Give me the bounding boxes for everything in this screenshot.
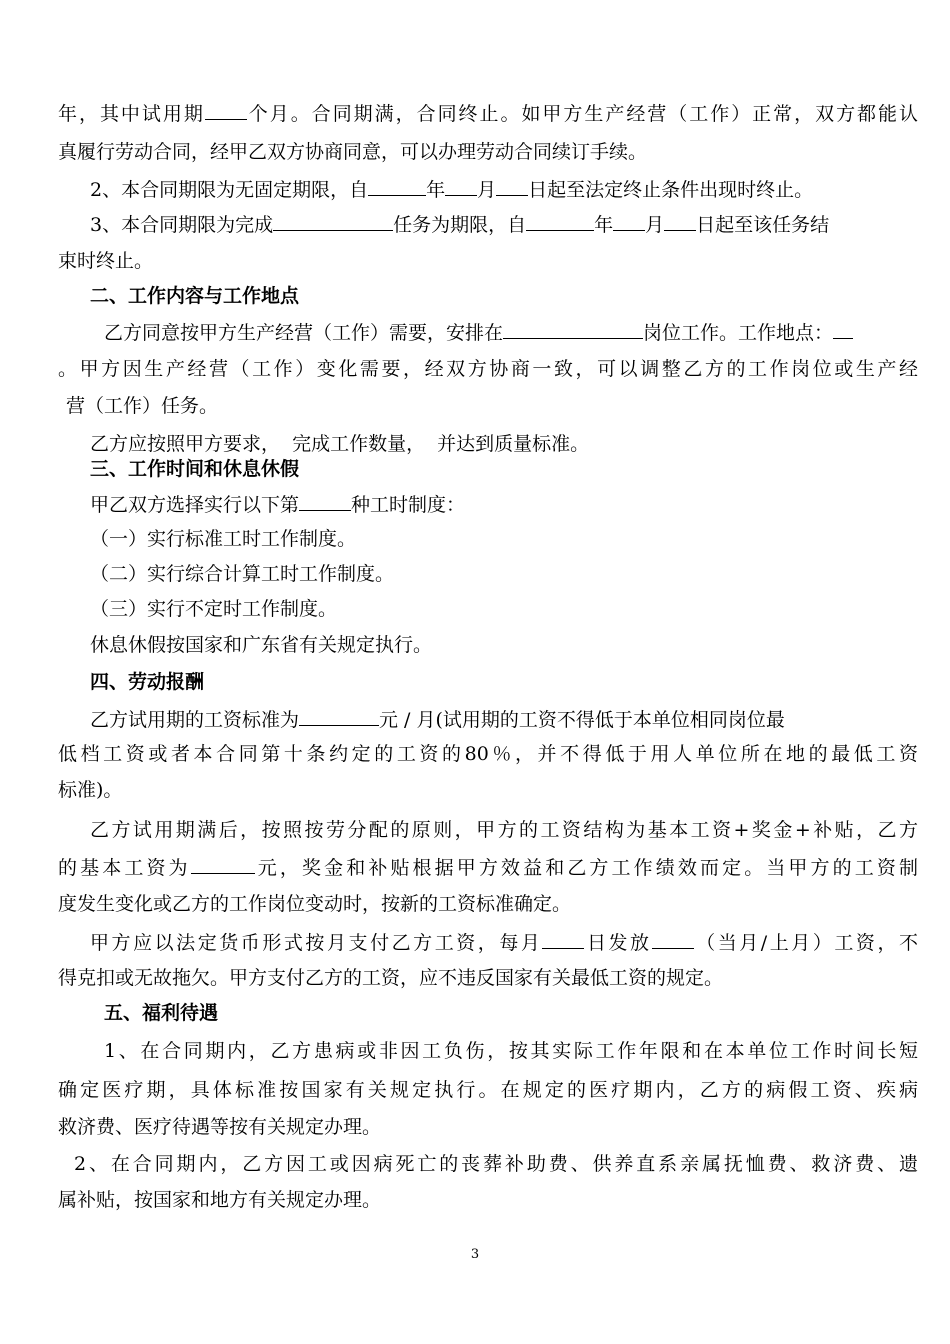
text-line: （一）实行标准工时工作制度。 [90, 528, 357, 550]
text-line: 乙方应按照甲方要求， 完成工作数量， 并达到质量标准。 [90, 433, 590, 455]
text-line: 乙方同意按甲方生产经营（工作）需要，安排在 岗位工作。工作地点： [104, 320, 918, 345]
section-heading: 五、福利待遇 [104, 1002, 219, 1024]
blank-field[interactable] [664, 212, 696, 231]
blank-field[interactable] [613, 212, 645, 231]
blank-field[interactable] [205, 101, 247, 120]
text-line: 度发生变化或乙方的工作岗位变动时，按新的工资标准确定。 [58, 893, 572, 915]
section-heading: 二、工作内容与工作地点 [90, 285, 300, 307]
text-line: 的基本工资为 元，奖金和补贴根据甲方效益和乙方工作绩效而定。当甲方的工资制 [58, 857, 918, 879]
text-line: 甲方应以法定货币形式按月支付乙方工资，每月 日发放 （当月/上月）工资，不 [90, 932, 918, 954]
section-heading: 四、劳动报酬 [90, 671, 205, 693]
blank-field[interactable] [368, 177, 426, 196]
text-line: 乙方试用期满后，按照按劳分配的原则，甲方的工资结构为基本工资+奖金+补贴，乙方 [90, 819, 918, 841]
text-line: 甲乙双方选择实行以下第 种工时制度： [90, 494, 466, 516]
blank-field[interactable] [496, 177, 528, 196]
blank-field[interactable] [503, 320, 643, 339]
text-line: 属补贴，按国家和地方有关规定办理。 [58, 1189, 382, 1211]
text-line: 低档工资或者本合同第十条约定的工资的80％，并不得低于用人单位所在地的最低工资 [58, 743, 918, 765]
text-line: 束时终止。 [58, 250, 154, 272]
blank-field[interactable] [299, 492, 351, 511]
text-line: 真履行劳动合同，经甲乙双方协商同意，可以办理劳动合同续订手续。 [58, 141, 648, 163]
text-line: 3、本合同期限为完成 任务为期限，自 年 月 日起至该任务结 [90, 214, 830, 236]
blank-field[interactable] [299, 707, 379, 726]
text-line: 年，其中试用期 个月。合同期满，合同终止。如甲方生产经营（工作）正常，双方都能认 [58, 103, 918, 125]
blank-field[interactable] [526, 212, 594, 231]
blank-field[interactable] [273, 212, 393, 231]
text-line: （二）实行综合计算工时工作制度。 [90, 563, 395, 585]
text-line: 得克扣或无故拖欠。甲方支付乙方的工资，应不违反国家有关最低工资的规定。 [58, 967, 724, 989]
text-line: 1、在合同期内，乙方患病或非因工负伤，按其实际工作年限和在本单位工作时间长短 [104, 1040, 918, 1062]
blank-field[interactable] [652, 930, 694, 949]
text-line: 营（工作）任务。 [66, 395, 219, 417]
text-line: 标准)。 [58, 779, 123, 801]
blank-field[interactable] [191, 855, 255, 874]
blank-field[interactable] [833, 320, 853, 339]
text-line: 休息休假按国家和广东省有关规定执行。 [90, 634, 433, 656]
text-line: 。甲方因生产经营（工作）变化需要，经双方协商一致，可以调整乙方的工作岗位或生产经 [58, 358, 918, 380]
blank-field[interactable] [445, 177, 477, 196]
text-line: 2、本合同期限为无固定期限，自 年 月 日起至法定终止条件出现时终止。 [90, 179, 814, 201]
blank-field[interactable] [542, 930, 584, 949]
text-line: 确定医疗期，具体标准按国家有关规定执行。在规定的医疗期内，乙方的病假工资、疾病 [58, 1079, 918, 1101]
text-line: 乙方试用期的工资标准为 元 / 月(试用期的工资不得低于本单位相同岗位最 [90, 709, 785, 731]
text-line: （三）实行不定时工作制度。 [90, 598, 338, 620]
text-line: 救济费、医疗待遇等按有关规定办理。 [58, 1116, 382, 1138]
page-number: 3 [470, 1247, 480, 1262]
section-heading: 三、工作时间和休息休假 [90, 458, 300, 480]
text-line: 2、在合同期内，乙方因工或因病死亡的丧葬补助费、供养直系亲属抚恤费、救济费、遗 [74, 1153, 918, 1175]
